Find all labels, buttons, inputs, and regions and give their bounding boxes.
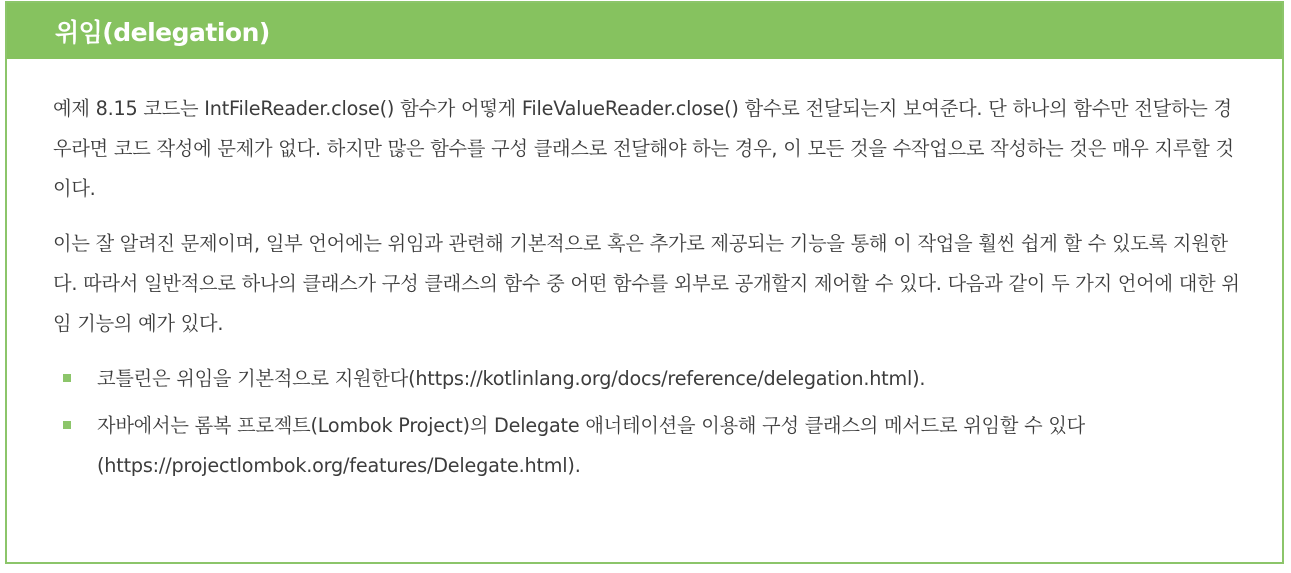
box-content: [7, 59, 1282, 486]
kotlin-delegation-link[interactable]: (https://kotlinlang.org/docs/reference/delegation.html): [408, 367, 920, 390]
box-title: 위임(delegation): [55, 18, 270, 47]
bullet-suffix: .: [919, 367, 926, 390]
bullet-text: 코틀린은 위임을 기본적으로 지원한다: [97, 367, 409, 390]
delegation-sidebar-box: [5, 1, 1284, 564]
paragraph-1: 예제 8.15 코드는 IntFileReader.close() 함수가 어떻게 FileValueReader.close() 함수로 전달되는지 보여준다. 단 하나의 함수만 전달하는 경우라면 코드 작성에 문제가 없다. 하지만 많은 함수를 구성 클래스로 전달해야 하는 경우, 이 모든 것을 수작업으로 작성하는 것은 매우 지루할 것이다.: [53, 97, 1234, 200]
square-bullet-icon: [63, 374, 71, 382]
box-header: [7, 3, 1282, 59]
square-bullet-icon: [63, 421, 71, 429]
list-item: [53, 359, 1242, 399]
bullet-suffix: .: [574, 454, 581, 477]
list-item: [53, 406, 1242, 486]
bullet-text: 자바에서는 롬복 프로젝트(Lombok Project)의 Delegate 애너테이션을 이용해 구성 클래스의 메서드로 위임할 수 있다: [97, 414, 1086, 437]
lombok-delegate-link[interactable]: (https://projectlombok.org/features/Delegate.html): [97, 454, 575, 477]
paragraph-2: 이는 잘 알려진 문제이며, 일부 언어에는 위임과 관련해 기본적으로 혹은 추가로 제공되는 기능을 통해 이 작업을 훨씬 쉽게 할 수 있도록 지원한다. 따라서 일반적으로 하나의 클래스가 구성 클래스의 함수 중 어떤 함수를 외부로 공개할지 제어할 수 있다. 다음과 같이 두 가지 언어에 대한 위임 기능의 예가 있다.: [53, 232, 1240, 335]
bullet-list: [53, 359, 1242, 486]
